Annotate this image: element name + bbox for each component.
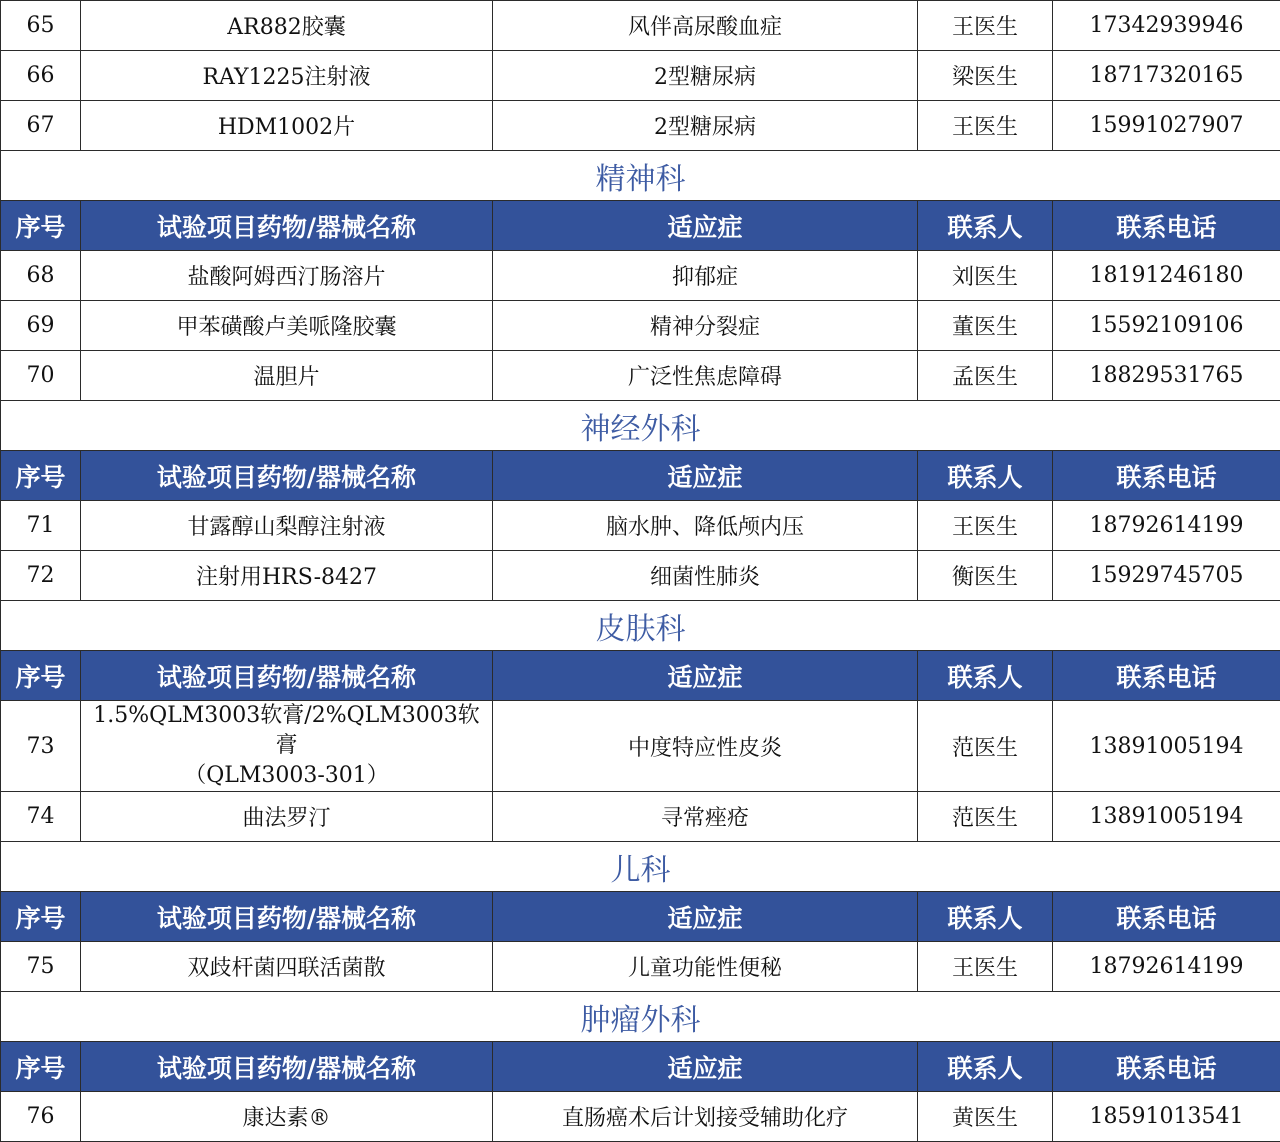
name-cell: 甘露醇山梨醇注射液 <box>81 501 493 551</box>
seq-cell: 71 <box>1 501 81 551</box>
table-row <box>1 251 1280 301</box>
indication-cell: 抑郁症 <box>493 251 918 301</box>
phone-cell: 15991027907 <box>1053 101 1280 151</box>
contact-cell: 梁医生 <box>918 51 1053 101</box>
indication-cell: 寻常痤疮 <box>493 792 918 842</box>
phone-cell: 17342939946 <box>1053 1 1280 51</box>
contact-cell: 孟医生 <box>918 351 1053 401</box>
seq-cell: 69 <box>1 301 81 351</box>
phone-cell: 18829531765 <box>1053 351 1280 401</box>
section-title-row <box>1 151 1280 201</box>
name-cell: 曲法罗汀 <box>81 792 493 842</box>
seq-cell: 74 <box>1 792 81 842</box>
section-title: 精神科 <box>1 151 1280 201</box>
table-row <box>1 1092 1280 1142</box>
table-row <box>1 501 1280 551</box>
header-phone: 联系电话 <box>1053 451 1280 501</box>
header-indication: 适应症 <box>493 651 918 701</box>
name-cell: HDM1002片 <box>81 101 493 151</box>
contact-cell: 衡医生 <box>918 551 1053 601</box>
name-line-2: （QLM3003-301） <box>85 761 488 791</box>
contact-cell: 范医生 <box>918 701 1053 792</box>
section-title: 儿科 <box>1 842 1280 892</box>
header-indication: 适应症 <box>493 201 918 251</box>
header-indication: 适应症 <box>493 1042 918 1092</box>
name-cell <box>81 701 493 792</box>
table-row <box>1 301 1280 351</box>
section-title: 肿瘤外科 <box>1 992 1280 1042</box>
name-cell: 盐酸阿姆西汀肠溶片 <box>81 251 493 301</box>
indication-cell: 风伴高尿酸血症 <box>493 1 918 51</box>
contact-cell: 刘医生 <box>918 251 1053 301</box>
table-row <box>1 51 1280 101</box>
section-title-row <box>1 842 1280 892</box>
header-indication: 适应症 <box>493 892 918 942</box>
seq-cell: 73 <box>1 701 81 792</box>
section-title-row <box>1 992 1280 1042</box>
name-cell: 甲苯磺酸卢美哌隆胶囊 <box>81 301 493 351</box>
table-header-row <box>1 451 1280 501</box>
contact-cell: 黄医生 <box>918 1092 1053 1142</box>
phone-cell: 18792614199 <box>1053 501 1280 551</box>
table-header-row <box>1 651 1280 701</box>
indication-cell: 儿童功能性便秘 <box>493 942 918 992</box>
seq-cell: 72 <box>1 551 81 601</box>
indication-cell: 2型糖尿病 <box>493 101 918 151</box>
indication-cell: 2型糖尿病 <box>493 51 918 101</box>
section-title: 神经外科 <box>1 401 1280 451</box>
phone-cell: 18717320165 <box>1053 51 1280 101</box>
header-name: 试验项目药物/器械名称 <box>81 1042 493 1092</box>
header-name: 试验项目药物/器械名称 <box>81 892 493 942</box>
header-name: 试验项目药物/器械名称 <box>81 451 493 501</box>
section-title: 皮肤科 <box>1 601 1280 651</box>
header-contact: 联系人 <box>918 651 1053 701</box>
name-cell: AR882胶囊 <box>81 1 493 51</box>
phone-cell: 15929745705 <box>1053 551 1280 601</box>
header-seq: 序号 <box>1 201 81 251</box>
contact-cell: 王医生 <box>918 501 1053 551</box>
header-name: 试验项目药物/器械名称 <box>81 201 493 251</box>
header-phone: 联系电话 <box>1053 651 1280 701</box>
header-seq: 序号 <box>1 1042 81 1092</box>
name-cell: 康达素® <box>81 1092 493 1142</box>
table-row <box>1 551 1280 601</box>
phone-cell: 15592109106 <box>1053 301 1280 351</box>
name-cell: 注射用HRS-8427 <box>81 551 493 601</box>
phone-cell: 18591013541 <box>1053 1092 1280 1142</box>
table-row <box>1 351 1280 401</box>
header-contact: 联系人 <box>918 201 1053 251</box>
seq-cell: 75 <box>1 942 81 992</box>
table-header-row <box>1 892 1280 942</box>
phone-cell: 18792614199 <box>1053 942 1280 992</box>
indication-cell: 广泛性焦虑障碍 <box>493 351 918 401</box>
seq-cell: 68 <box>1 251 81 301</box>
seq-cell: 76 <box>1 1092 81 1142</box>
header-phone: 联系电话 <box>1053 201 1280 251</box>
seq-cell: 65 <box>1 1 81 51</box>
header-seq: 序号 <box>1 451 81 501</box>
seq-cell: 67 <box>1 101 81 151</box>
name-line-1: 1.5%QLM3003软膏/2%QLM3003软膏 <box>85 701 488 761</box>
table-header-row <box>1 1042 1280 1092</box>
table-row <box>1 701 1280 792</box>
indication-cell: 直肠癌术后计划接受辅助化疗 <box>493 1092 918 1142</box>
contact-cell: 董医生 <box>918 301 1053 351</box>
phone-cell: 13891005194 <box>1053 792 1280 842</box>
table-header-row <box>1 201 1280 251</box>
header-seq: 序号 <box>1 892 81 942</box>
indication-cell: 细菌性肺炎 <box>493 551 918 601</box>
table-row <box>1 792 1280 842</box>
section-title-row <box>1 601 1280 651</box>
section-title-row <box>1 401 1280 451</box>
header-contact: 联系人 <box>918 892 1053 942</box>
contact-cell: 王医生 <box>918 1 1053 51</box>
header-name: 试验项目药物/器械名称 <box>81 651 493 701</box>
header-contact: 联系人 <box>918 451 1053 501</box>
seq-cell: 70 <box>1 351 81 401</box>
seq-cell: 66 <box>1 51 81 101</box>
header-contact: 联系人 <box>918 1042 1053 1092</box>
contact-cell: 王医生 <box>918 101 1053 151</box>
table-row <box>1 101 1280 151</box>
name-cell: RAY1225注射液 <box>81 51 493 101</box>
name-cell: 双歧杆菌四联活菌散 <box>81 942 493 992</box>
indication-cell: 中度特应性皮炎 <box>493 701 918 792</box>
indication-cell: 精神分裂症 <box>493 301 918 351</box>
header-indication: 适应症 <box>493 451 918 501</box>
indication-cell: 脑水肿、降低颅内压 <box>493 501 918 551</box>
phone-cell: 13891005194 <box>1053 701 1280 792</box>
table-row <box>1 1 1280 51</box>
name-cell: 温胆片 <box>81 351 493 401</box>
header-phone: 联系电话 <box>1053 1042 1280 1092</box>
contact-cell: 范医生 <box>918 792 1053 842</box>
header-phone: 联系电话 <box>1053 892 1280 942</box>
header-seq: 序号 <box>1 651 81 701</box>
phone-cell: 18191246180 <box>1053 251 1280 301</box>
contact-cell: 王医生 <box>918 942 1053 992</box>
table-row <box>1 942 1280 992</box>
